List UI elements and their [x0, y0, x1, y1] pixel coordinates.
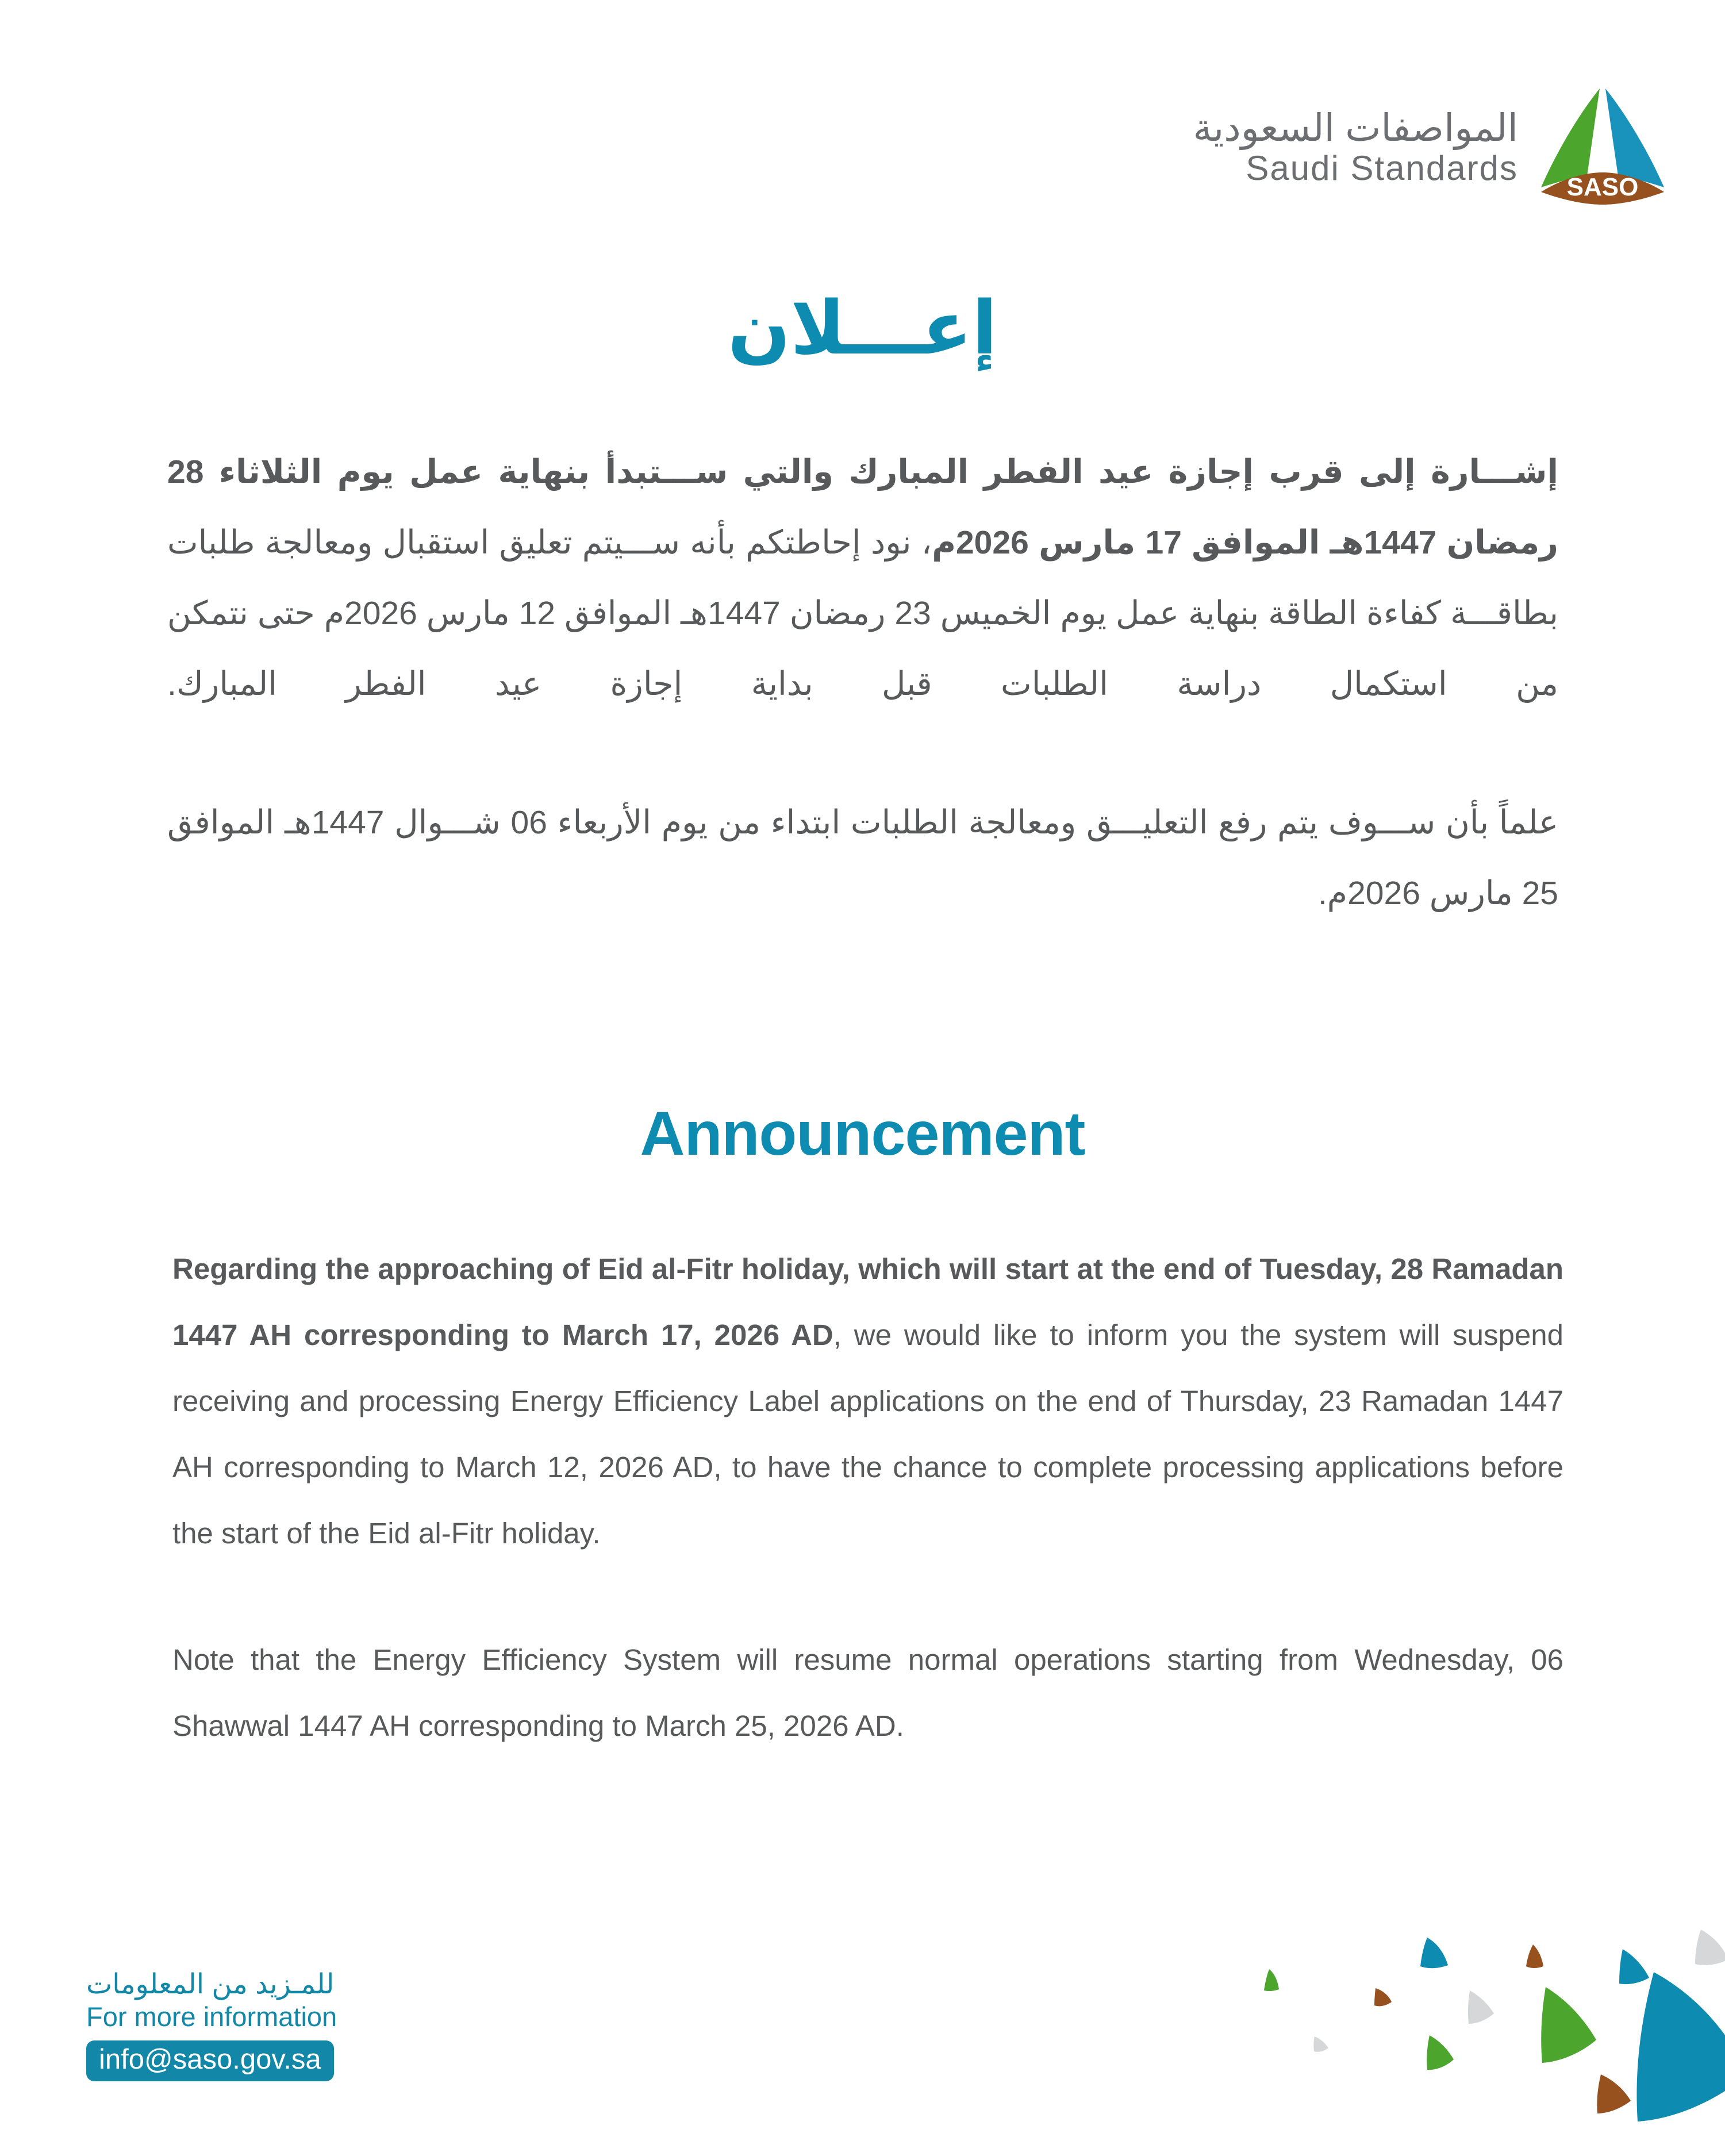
saso-logo-text: SASO — [1566, 173, 1639, 201]
arabic-paragraph-spacer — [167, 720, 1558, 787]
arabic-paragraph-1 — [167, 437, 1558, 720]
more-information-label-english: For more information — [86, 2001, 337, 2032]
wedge-teal-right-icon — [1619, 1949, 1649, 1984]
arabic-body — [167, 437, 1558, 929]
english-paragraph-2: Note that the Energy Efficiency System will resume normal operations starting from Wednesday, 06 Shawwal 1447 AH corresponding to March 25, 2026 AD. — [172, 1643, 1563, 1742]
wedge-brown-lower-icon — [1597, 2074, 1631, 2113]
wedge-gray-mid-icon — [1468, 1990, 1494, 2024]
english-announcement-title: Announcement — [640, 1098, 1085, 1168]
english-paragraph-1-rest: , we would like to inform you the system will suspend receiving and processing Energy Efficiency Label applications on the end of Thursday, 23 Ramadan 1447 AH corresponding to March 12, 2026 AD, to have the chance to complete processing applications before the start of the Eid al-Fitr holiday. — [172, 1319, 1563, 1550]
saso-logo — [1193, 86, 1668, 208]
logo-name-english: Saudi Standards — [1246, 149, 1518, 187]
arabic-paragraph-1-rest: ، نود إحاطتكم بأنه ســـيتم تعليق استقبال ومعالجة طلبات بطاقـــة كفاءة الطاقة بنهاية عمل يوم الخميس 23 رمضان 1447هـ الموافق 12 مارس 2026م حتى نتمكن من استكمال دراسة الطلبات قبل بداية إجازة عيد الفطر المبارك. — [167, 524, 1559, 702]
logo-name-arabic: المواصفات السعودية — [1193, 106, 1518, 149]
decorative-triangles-pattern — [1219, 1926, 1725, 2156]
wedge-gray-corner-icon — [1695, 1930, 1725, 1965]
wedge-green-small-icon — [1264, 1969, 1279, 1991]
logo-wordmark — [1193, 106, 1518, 187]
wedge-teal-large-corner-icon — [1636, 1972, 1725, 2122]
wedge-brown-upper-icon — [1526, 1944, 1543, 1968]
footer-contact-block — [86, 1969, 337, 2081]
arabic-announcement-title: إعـــلان — [728, 287, 997, 370]
wedge-gray-small-icon — [1313, 2036, 1328, 2052]
english-body — [172, 1236, 1563, 1759]
wedge-teal-upper-icon — [1420, 1938, 1448, 1968]
wedge-brown-small-icon — [1374, 1988, 1392, 2006]
more-information-label-arabic: للمـزيد من المعلومات — [86, 1969, 335, 2000]
wedge-green-large-icon — [1541, 1987, 1596, 2063]
contact-email-button[interactable]: info@saso.gov.sa — [86, 2040, 334, 2081]
english-paragraph-1 — [172, 1236, 1563, 1566]
arabic-paragraph-2: علماً بأن ســـوف يتم رفع التعليـــق ومعالجة الطلبات ابتداء من يوم الأربعاء 06 شـــوال 1447هـ الموافق 25 مارس 2026م. — [167, 804, 1558, 912]
wedge-green-lower-icon — [1427, 2035, 1454, 2070]
english-paragraph-1-bold: Regarding the approaching of Eid al-Fitr holiday, which will start at the end of Tuesday, 28 Ramadan 1447 AH corresponding to March 17, 2026 AD — [172, 1252, 1563, 1351]
arabic-paragraph-1-bold: إشـــارة إلى قرب إجازة عيد الفطر المبارك والتي ســـتبدأ بنهاية عمل يوم الثلاثاء 28 رمضان 1447هـ الموافق 17 مارس 2026م — [167, 454, 1558, 561]
english-paragraph-spacer — [172, 1566, 1563, 1627]
saso-triangle-logo-icon — [1538, 86, 1668, 208]
